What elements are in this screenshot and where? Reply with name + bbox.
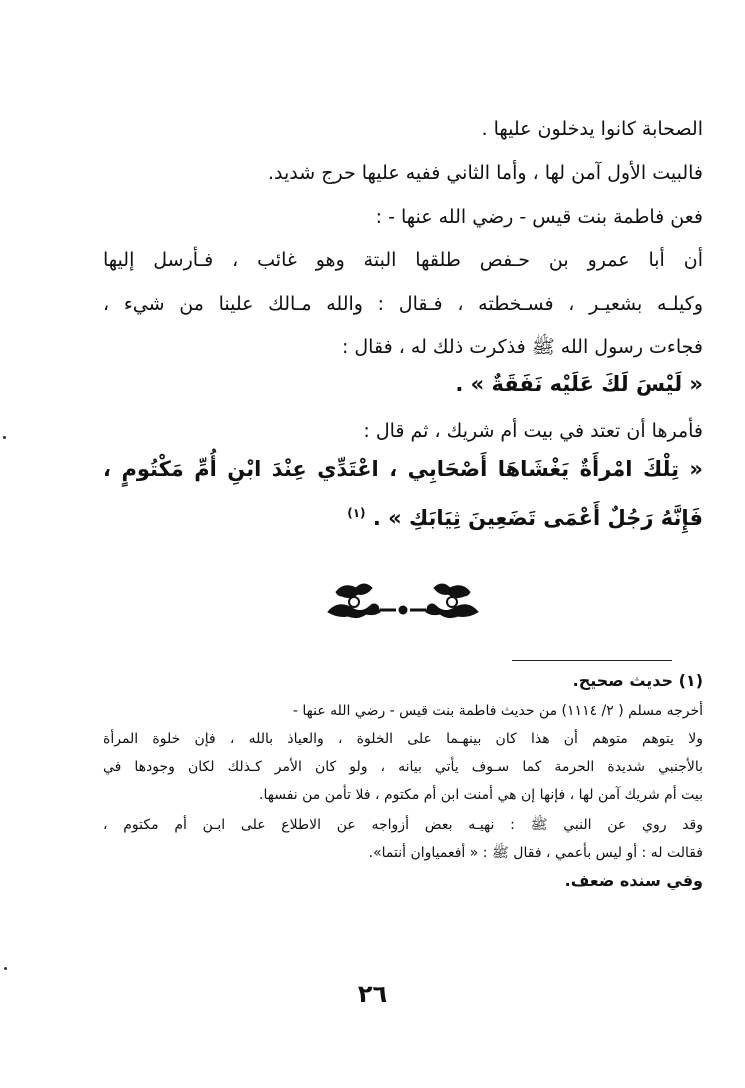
footnote-separator [512, 660, 672, 661]
text-line-6: فجاءت رسول الله ﷺ فذكرت ذلك له ، فقال : [341, 336, 703, 358]
text-line-4: أن أبا عمرو بن حـفص طلقها البتة وهو غائب ، فـأرسل إليها [103, 249, 703, 271]
text-line-2: فالبيت الأول آمن لها ، وأما الثاني ففيه عليها حرج شديد. [267, 162, 703, 184]
footnote-1-title: (١) حديث صحيح. [572, 671, 703, 690]
scan-speck [3, 436, 6, 439]
footnote-line-7: فقالت له : أو ليس بأعمي ، فقال ﷺ : « أفعمياوان أنتما». [368, 845, 703, 861]
text-line-1: الصحابة كانوا يدخلون عليها . [481, 118, 703, 140]
footnote-line-3: ولا يتوهم متوهم أن هذا كان بينهـما على الخلوة ، والعياذ بالله ، فإن خلوة المرأة [103, 731, 703, 747]
page-number: ٢٦ [357, 980, 388, 1008]
hadith-quote-1: « لَيْسَ لَكَ عَلَيْه نَفَقَةٌ » . [455, 372, 703, 396]
footnote-line-5: بيت أم شريك آمن لها ، فإنها إن هي أمنت ابن أم مكتوم ، فلا تأمن من نفسها. [259, 787, 703, 803]
footnote-line-4: بالأجنبي شديدة الحرمة كما سـوف يأتي بيانه ، ولو كان الأمر كـذلك لكان وجودها في [103, 759, 703, 775]
footnote-line-8: وفي سنده ضعف. [564, 871, 703, 890]
text-line-3: فعن فاطمة بنت قيس - رضي الله عنها - : [375, 206, 703, 228]
footnote-line-2: أخرجه مسلم ( ٢/ ١١١٤) من حديث فاطمة بنت قيس - رضي الله عنها - [292, 703, 703, 719]
hadith-quote-2: « تِلْكَ امْرأَةٌ يَغْشَاهَا أَصْحَابِي ، اعْتَدِّي عِنْدَ ابْنِ أُمِّ مَكْتُومٍ ، [103, 457, 703, 481]
text-line-8: فأمرها أن تعتد في بيت أم شريك ، ثم قال : [363, 420, 703, 442]
text-line-5: وكيلـه بشعيـر ، فسـخطته ، فـقال : والله مـالك علينا من شيء ، [103, 293, 703, 315]
hadith-quote-3 [347, 496, 703, 535]
scan-speck [4, 967, 7, 970]
footnote-ref: (١) [347, 506, 366, 520]
ornament-divider-icon [318, 572, 488, 622]
hadith-quote-3-text: فَإِنَّهُ رَجُلٌ أَعْمَى تَضَعِينَ ثِيَابَكِ » . [372, 506, 703, 530]
footnote-line-6: وقد روي عن النبي ﷺ : نهيـه بعض أزواجه عن الاطلاع على ابـن أم مكتوم ، [103, 817, 703, 833]
